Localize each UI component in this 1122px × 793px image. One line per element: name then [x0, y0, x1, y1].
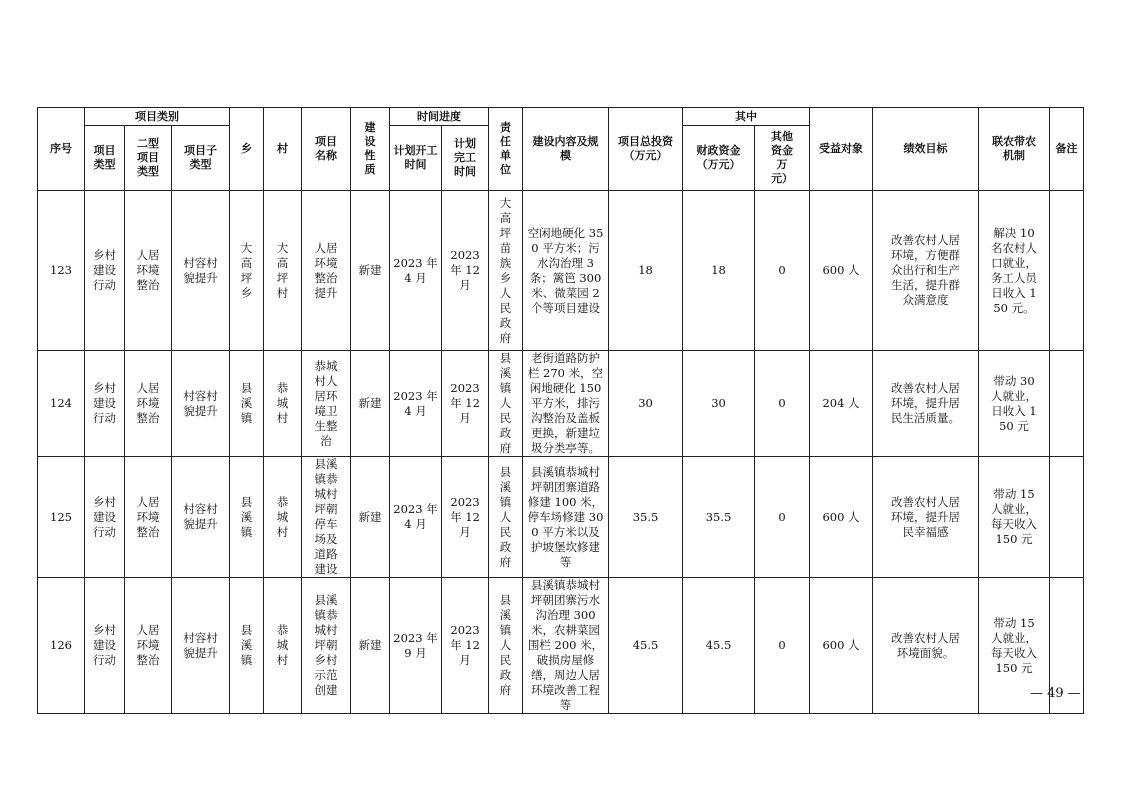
- cell-nature: 新建: [351, 578, 390, 714]
- cell-type2: 人居环境整治: [125, 457, 172, 578]
- cell-seq: 125: [38, 457, 85, 578]
- cell-village: 恭城村: [264, 457, 302, 578]
- header-seq: 序号: [38, 108, 85, 191]
- cell-township: 县溪镇: [230, 351, 264, 457]
- cell-goal: 改善农村人居环境面貌。: [873, 578, 979, 714]
- cell-seq: 126: [38, 578, 85, 714]
- header-nature: 建设性质: [351, 108, 390, 191]
- header-unit: 责任单位: [489, 108, 523, 191]
- cell-fiscal: 35.5: [683, 457, 755, 578]
- header-type2: 二型项目类型: [125, 126, 172, 191]
- cell-remark: [1050, 191, 1084, 351]
- cell-unit: 县溪镇人民政府: [489, 351, 523, 457]
- cell-beneficiary: 600 人: [810, 191, 873, 351]
- cell-start: 2023 年 9 月: [390, 578, 442, 714]
- header-category-group: 项目类别: [85, 108, 230, 126]
- table-row: [38, 351, 1084, 457]
- cell-content: 空闲地硬化 350 平方米；污水沟治理 3 条；篱笆 300 米、微菜园 2 个等项目建设: [523, 191, 609, 351]
- header-content: 建设内容及规模: [523, 108, 609, 191]
- cell-type: 乡村建设行动: [85, 351, 125, 457]
- cell-fiscal: 30: [683, 351, 755, 457]
- cell-type: 乡村建设行动: [85, 191, 125, 351]
- cell-mechanism: 解决 10 名农村人口就业，务工人员日收入 150 元。: [979, 191, 1050, 351]
- cell-unit: 县溪镇人民政府: [489, 457, 523, 578]
- cell-name: 县溪镇恭城村坪朝停车场及道路建设: [302, 457, 351, 578]
- cell-content: 县溪镇恭城村坪朝团寨道路修建 100 米，停车场修建 300 平方米以及护坡堡坎修建等: [523, 457, 609, 578]
- page-number: — 49 —: [1030, 686, 1081, 701]
- cell-subtype: 村容村貌提升: [172, 191, 230, 351]
- header-other: 其他资金万元）: [755, 126, 810, 191]
- table-row: [38, 578, 1084, 714]
- cell-content: 老街道路防护栏 270 米，空闲地硬化 150 平方米，排污沟整治及盖板更换，新建垃圾分类亭等。: [523, 351, 609, 457]
- cell-type2: 人居环境整治: [125, 191, 172, 351]
- cell-nature: 新建: [351, 351, 390, 457]
- cell-name: 人居环境整治提升: [302, 191, 351, 351]
- cell-type2: 人居环境整治: [125, 578, 172, 714]
- cell-goal: 改善农村人居环境，提升居民幸福感: [873, 457, 979, 578]
- cell-nature: 新建: [351, 191, 390, 351]
- cell-type: 乡村建设行动: [85, 578, 125, 714]
- cell-subtype: 村容村貌提升: [172, 457, 230, 578]
- cell-mechanism: 带动 15 人就业，每天收入 150 元: [979, 457, 1050, 578]
- cell-name: 县溪镇恭城村坪朝乡村示范创建: [302, 578, 351, 714]
- cell-end: 2023 年 12 月: [442, 457, 489, 578]
- header-subtype: 项目子类型: [172, 126, 230, 191]
- cell-other: 0: [755, 191, 810, 351]
- cell-township: 大高坪乡: [230, 191, 264, 351]
- cell-end: 2023 年 12 月: [442, 351, 489, 457]
- cell-start: 2023 年 4 月: [390, 457, 442, 578]
- cell-beneficiary: 600 人: [810, 578, 873, 714]
- cell-beneficiary: 600 人: [810, 457, 873, 578]
- cell-remark: [1050, 457, 1084, 578]
- cell-type2: 人居环境整治: [125, 351, 172, 457]
- cell-fiscal: 18: [683, 191, 755, 351]
- cell-content: 县溪镇恭城村坪朝团寨污水沟治理 300 米，农耕菜园围栏 200 米，破损房屋修缮，周边人居环境改善工程等: [523, 578, 609, 714]
- cell-beneficiary: 204 人: [810, 351, 873, 457]
- cell-total: 30: [609, 351, 683, 457]
- cell-seq: 123: [38, 191, 85, 351]
- cell-other: 0: [755, 457, 810, 578]
- cell-mechanism: 带动 15 人就业，每天收入 150 元: [979, 578, 1050, 714]
- cell-unit: 县溪镇人民政府: [489, 578, 523, 714]
- header-township: 乡: [230, 108, 264, 191]
- cell-nature: 新建: [351, 457, 390, 578]
- header-end: 计划完工时间: [442, 126, 489, 191]
- cell-village: 恭城村: [264, 578, 302, 714]
- header-remark: 备注: [1050, 108, 1084, 191]
- cell-total: 45.5: [609, 578, 683, 714]
- cell-unit: 大高坪苗族乡人民政府: [489, 191, 523, 351]
- header-village: 村: [264, 108, 302, 191]
- cell-township: 县溪镇: [230, 457, 264, 578]
- header-start: 计划开工时间: [390, 126, 442, 191]
- header-beneficiary: 受益对象: [810, 108, 873, 191]
- header-mechanism: 联农带农机制: [979, 108, 1050, 191]
- cell-subtype: 村容村貌提升: [172, 578, 230, 714]
- header-of-which-group: 其中: [683, 108, 810, 126]
- project-table: [37, 107, 1084, 714]
- cell-seq: 124: [38, 351, 85, 457]
- header-progress-group: 时间进度: [390, 108, 489, 126]
- cell-start: 2023 年 4 月: [390, 191, 442, 351]
- table-row: [38, 191, 1084, 351]
- cell-end: 2023 年 12 月: [442, 578, 489, 714]
- header-goal: 绩效目标: [873, 108, 979, 191]
- cell-total: 35.5: [609, 457, 683, 578]
- cell-goal: 改善农村人居环境，方便群众出行和生产生活，提升群众满意度: [873, 191, 979, 351]
- cell-type: 乡村建设行动: [85, 457, 125, 578]
- cell-remark: [1050, 351, 1084, 457]
- cell-mechanism: 带动 30 人就业，日收入 150 元: [979, 351, 1050, 457]
- cell-township: 县溪镇: [230, 578, 264, 714]
- header-total: 项目总投资（万元）: [609, 108, 683, 191]
- cell-name: 恭城村人居环境卫生整治: [302, 351, 351, 457]
- cell-village: 恭城村: [264, 351, 302, 457]
- table-row: [38, 457, 1084, 578]
- cell-fiscal: 45.5: [683, 578, 755, 714]
- cell-other: 0: [755, 578, 810, 714]
- cell-subtype: 村容村貌提升: [172, 351, 230, 457]
- cell-total: 18: [609, 191, 683, 351]
- cell-other: 0: [755, 351, 810, 457]
- cell-goal: 改善农村人居环境，提升居民生活质量。: [873, 351, 979, 457]
- cell-village: 大高坪村: [264, 191, 302, 351]
- cell-start: 2023 年 4 月: [390, 351, 442, 457]
- header-type: 项目类型: [85, 126, 125, 191]
- cell-end: 2023 年 12 月: [442, 191, 489, 351]
- header-fiscal: 财政资金（万元）: [683, 126, 755, 191]
- header-name: 项目名称: [302, 108, 351, 191]
